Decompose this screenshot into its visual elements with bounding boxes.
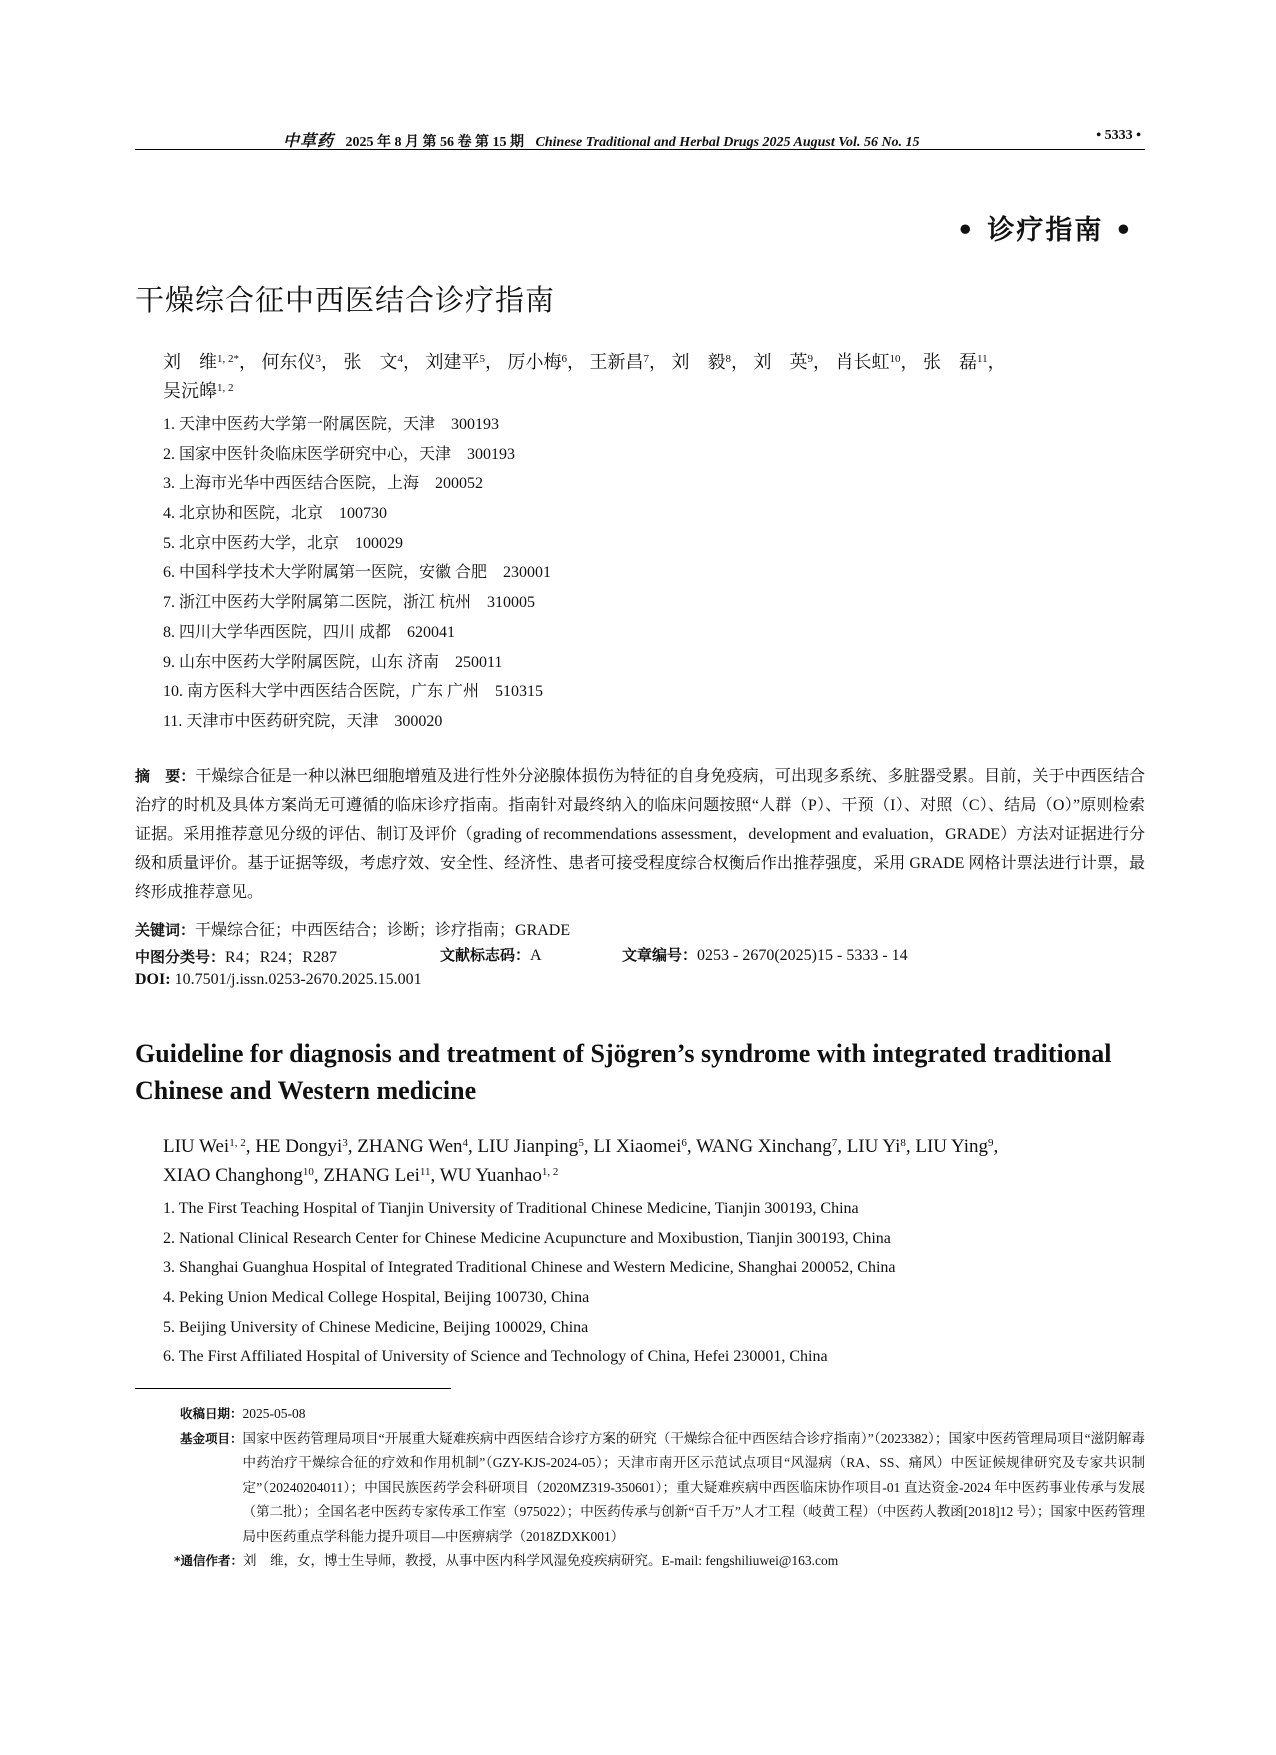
author-en: LIU Ying$^9$ xyxy=(915,1136,994,1157)
affiliation-cn: 3. 上海市光华中西医结合医院，上海 200052 xyxy=(163,475,484,493)
doi-value: 10.7501/j.issn.0253-2670.2025.15.001 xyxy=(174,971,422,988)
footnotes xyxy=(174,1402,1145,1574)
affiliation-cn: 4. 北京协和医院，北京 100730 xyxy=(163,505,388,523)
funding-label: 基金项目： xyxy=(180,1430,243,1446)
author-en: HE Dongyi$^3$ xyxy=(255,1136,348,1157)
author-cn: 张 磊$^{11}$ xyxy=(923,352,988,372)
affiliation-cn: 5. 北京中医药大学，北京 100029 xyxy=(163,534,404,552)
author-en: WANG Xinchang$^7$ xyxy=(696,1136,838,1157)
clc-number: 中图分类号：R4；R24；R287 xyxy=(135,948,338,966)
corresponding-author xyxy=(174,1549,1145,1574)
author-cn: 吴沅皞$^{1, 2}$ xyxy=(163,381,234,401)
title-cn: 干燥综合征中西医结合诊疗指南 xyxy=(135,283,556,317)
author-cn: 刘 维$^{1, 2*}$ xyxy=(163,352,239,372)
corresponding-value: 刘 维，女，博士生导师，教授，从事中医内科学风湿免疫疾病研究。E-mail: fengshiliuwei@163.com xyxy=(243,1553,839,1568)
affiliation-cn: 10. 南方医科大学中西医结合医院，广东 广州 510315 xyxy=(163,683,544,701)
doi xyxy=(135,971,422,989)
abstract xyxy=(135,762,1145,907)
document-code: 文献标志码：A xyxy=(440,946,542,964)
author-en: LI Xiaomei$^6$ xyxy=(593,1136,687,1157)
affiliation-cn: 9. 山东中医药大学附属医院，山东 济南 250011 xyxy=(163,653,503,671)
doi-label: DOI: xyxy=(135,971,171,988)
affiliation-cn: 8. 四川大学华西医院，四川 成都 620041 xyxy=(163,623,456,641)
author-cn: 何东仪$^3$ xyxy=(261,352,321,372)
running-header-text xyxy=(283,128,920,151)
affiliation-en: 4. Peking Union Medical College Hospital, Beijing 100730, China xyxy=(163,1289,590,1307)
affiliation-en: 1. The First Teaching Hospital of Tianjin University of Traditional Chinese Medicine, Tianjin 300193, China xyxy=(163,1200,859,1217)
affiliations-cn xyxy=(163,410,1143,737)
author-cn: 刘建平$^5$ xyxy=(425,352,485,372)
footnote-divider xyxy=(135,1388,451,1389)
issue-info-cn: 2025 年 8 月 第 56 卷 第 15 期 xyxy=(345,135,525,150)
author-en: ZHANG Lei$^{11}$ xyxy=(323,1165,431,1186)
author-cn: 张 文$^4$ xyxy=(343,352,403,372)
received-value: 2025-05-08 xyxy=(242,1406,306,1421)
author-en: XIAO Changhong$^{10}$ xyxy=(163,1165,314,1186)
abstract-label: 摘 要： xyxy=(135,767,196,785)
authors-en: LIU Wei$^{1, 2}$, HE Dongyi$^3$, ZHANG Wen$^4$, LIU Jianping$^5$, LI Xiaomei$^6$, WANG Xinchang$^7$, LIU Yi$^8$, LIU Ying$^9$, XIAO Changhong$^{10}$, ZHANG Lei$^{11}$, WU Yuanhao$^{1, 2}$ xyxy=(163,1136,999,1186)
author-en: LIU Yi$^8$ xyxy=(846,1136,906,1157)
affiliation-en: 6. The First Affiliated Hospital of University of Science and Technology of China, Hefei 230001, China xyxy=(163,1348,828,1366)
affiliation-en: 3. Shanghai Guanghua Hospital of Integrated Traditional Chinese and Western Medicine, Shanghai 200052, China xyxy=(163,1259,896,1277)
abstract-text: 干燥综合征是一种以淋巴细胞增殖及进行性外分泌腺体损伤为特征的自身免疫病，可出现多系统、多脏器受累。目前，关于中西医结合治疗的时机及具体方案尚无可遵循的临床诊疗指南。指南针对最终纳入的临床问题按照“人群（P）、干预（I）、对照（C）、结局（O）”原则检索证据。采用推荐意见分级的评估、制订及评价（grading of recommendations assessment，development and evaluation，GRADE）方法对证据进行分级和质量评价。基于证据等级，考虑疗效、安全性、经济性、患者可接受程度综合权衡后作出推荐强度，采用 GRADE 网格计票法进行计票，最终形成推荐意见。 xyxy=(135,768,1145,901)
page-number: • 5333 • xyxy=(1096,128,1141,143)
keywords-label: 关键词： xyxy=(135,921,196,939)
author-cn: 刘 英$^9$ xyxy=(753,352,813,372)
author-en: WU Yuanhao$^{1, 2}$ xyxy=(439,1165,559,1186)
funding xyxy=(180,1427,1145,1550)
article-id: 文章编号：0253 - 2670(2025)15 - 5333 - 14 xyxy=(622,946,908,964)
author-cn: 肖长虹$^{10}$ xyxy=(835,352,901,372)
journal-name-en: Chinese Traditional and Herbal Drugs 2025 August Vol. 56 No. 15 xyxy=(535,135,920,150)
affiliations-en xyxy=(163,1194,1143,1372)
affiliation-cn: 1. 天津中医药大学第一附属医院，天津 300193 xyxy=(163,416,500,433)
affiliation-cn: 2. 国家中医针灸临床医学研究中心，天津 300193 xyxy=(163,445,516,463)
journal-name-cn: 中草药 xyxy=(283,133,335,150)
received-label: 收稿日期： xyxy=(180,1406,243,1421)
keywords-text: 干燥综合征；中西医结合；诊断；诊疗指南；GRADE xyxy=(195,922,571,939)
author-cn: 王新昌$^7$ xyxy=(589,352,649,372)
classification-line xyxy=(135,944,908,967)
author-en: LIU Wei$^{1, 2}$ xyxy=(163,1136,246,1157)
keywords xyxy=(135,917,570,940)
affiliation-en: 5. Beijing University of Chinese Medicine, Beijing 100029, China xyxy=(163,1318,589,1336)
authors-cn: 刘 维$^{1, 2*}$， 何东仪$^3$， 张 文$^4$， 刘建平$^5$， 厉小梅$^6$， 王新昌$^7$， 刘 毅$^8$， 刘 英$^9$， 肖长虹$^{10}$， 张 磊$^{11}$， 吴沅皞$^{1, 2}$ xyxy=(163,352,1006,401)
received-date xyxy=(180,1402,1145,1427)
running-header xyxy=(135,128,1145,150)
section-tag: • 诊疗指南 • xyxy=(956,215,1134,246)
funding-value: 国家中医药管理局项目“开展重大疑难疾病中西医结合诊疗方案的研究（干燥综合征中西医结合诊疗指南）”（2023382）；国家中医药管理局项目“滋阴解毒中药治疗干燥综合征的疗效和作用机制”（GZY-KJS-2024-05）；天津市南开区示范试点项目“风湿病（RA、SS、痛风）中医证候规律研究及专家共识制定”（20240204011）；中国民族医药学会科研项目（2020MZ319-350601）；重大疑难疾病中西医临床协作项目-01 直达资金-2024 年中医药事业传承与发展（第二批）；全国名老中医药专家传承工作室（975022）；中医药传承与创新“百千万”人才工程（岐黄工程）（中医药人教函[2018]12 号）；国家中医药管理局中医药重点学科能力提升项目—中医痹病学（2018ZDXK001） xyxy=(242,1430,1145,1544)
corresponding-label: *通信作者： xyxy=(174,1553,244,1568)
author-cn: 刘 毅$^8$ xyxy=(671,352,731,372)
author-en: ZHANG Wen$^4$ xyxy=(357,1136,469,1157)
affiliation-en: 2. National Clinical Research Center for Chinese Medicine Acupuncture and Moxibustion, Tianjin 300193, China xyxy=(163,1229,891,1247)
author-en: LIU Jianping$^5$ xyxy=(477,1136,584,1157)
title-en: Guideline for diagnosis and treatment of Sjögren’s syndrome with integrated traditional Chinese and Western medicine xyxy=(135,1039,1112,1105)
affiliation-cn: 11. 天津市中医药研究院，天津 300020 xyxy=(163,712,443,730)
affiliation-cn: 7. 浙江中医药大学附属第二医院，浙江 杭州 310005 xyxy=(163,594,536,612)
affiliation-cn: 6. 中国科学技术大学附属第一医院，安徽 合肥 230001 xyxy=(163,564,552,582)
author-cn: 厉小梅$^6$ xyxy=(507,352,567,372)
